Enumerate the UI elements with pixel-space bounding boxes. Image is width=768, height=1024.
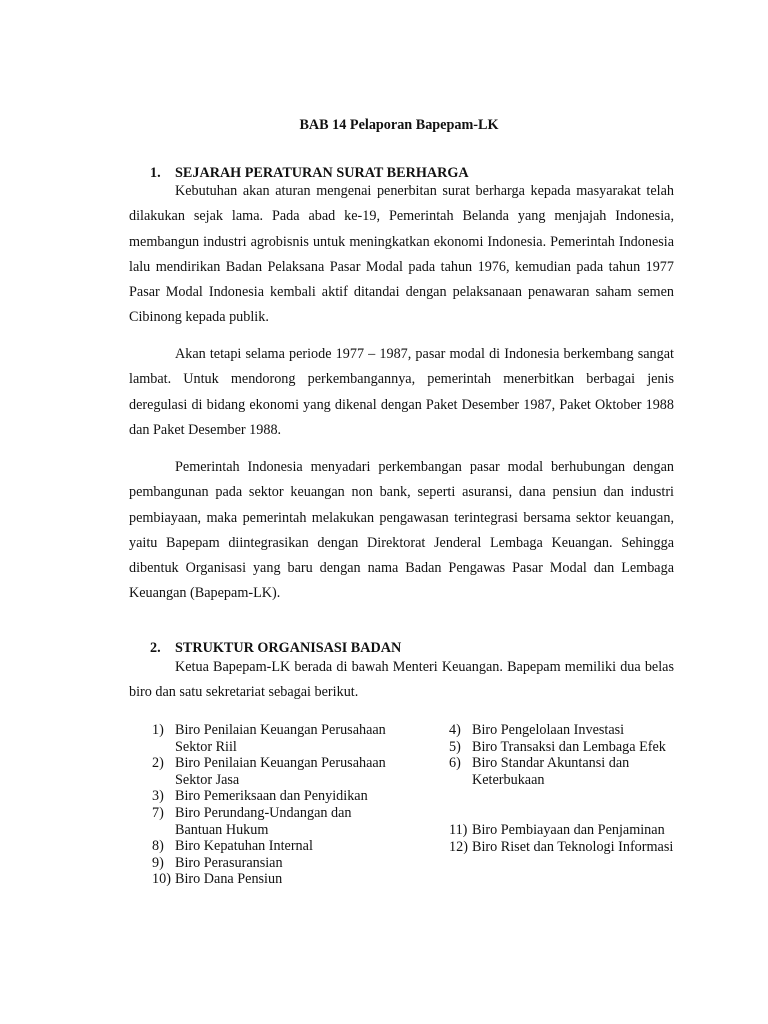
section-1-title: SEJARAH PERATURAN SURAT BERHARGA: [175, 165, 469, 181]
list-item-number: 5): [449, 738, 461, 755]
biro-list-right-bottom: [449, 822, 679, 855]
list-item: [152, 855, 392, 872]
list-item-text: Biro Pembiayaan dan Penjaminan: [472, 822, 665, 838]
section-1-body-2: [129, 342, 674, 443]
list-item-number: 3): [152, 788, 164, 805]
list-item-number: 2): [152, 755, 164, 772]
list-item: [152, 755, 392, 788]
list-item: [152, 871, 392, 888]
paragraph: Kebutuhan akan aturan mengenai penerbitan surat berharga kepada masyarakat telah dilakukan sejak lama. Pada abad ke-19, Pemerintah Belanda yang menjajah Indonesia, membangun industri agrobisnis untuk meningkatkan ekonomi Indonesia. Pemerintah Indonesia lalu mendirikan Badan Pelaksana Pasar Modal pada tahun 1976, kemudian pada tahun 1977 Pasar Modal Indonesia kembali aktif ditandai dengan pelaksanaan penawaran saham semen Cibinong kepada publik.: [129, 183, 674, 326]
list-item-text: Biro Penilaian Keuangan Perusahaan Sektor Riil: [175, 722, 386, 755]
list-item-text: Biro Pengelolaan Investasi: [472, 722, 625, 738]
paragraph: Ketua Bapepam-LK berada di bawah Menteri Keuangan. Bapepam memiliki dua belas biro dan satu sekretariat sebagai berikut.: [129, 659, 674, 701]
list-item-number: 11): [449, 822, 468, 838]
paragraph: Pemerintah Indonesia menyadari perkembangan pasar modal berhubungan dengan pembangunan pada sektor keuangan non bank, seperti asuransi, dana pensiun dan industri pembiayaan, maka pemerintah melakukan pengawasan terintegrasi bersama sektor keuangan, yaitu Bapepam diintegrasikan dengan Direktorat Jenderal Lembaga Keuangan. Sehingga dibentuk Organisasi yang baru dengan nama Badan Pengawas Pasar Modal dan Lembaga Keuangan (Bapepam-LK).: [129, 459, 674, 602]
list-item-number: 8): [152, 838, 164, 855]
section-1-body-3: [129, 455, 674, 607]
list-item-text: Biro Dana Pensiun: [175, 871, 283, 888]
list-item: [152, 805, 392, 838]
section-1-number: 1.: [150, 165, 161, 181]
list-item-text: Biro Perundang-Undangan dan Bantuan Hukum: [175, 804, 352, 838]
biro-list-right-top: [449, 722, 679, 788]
list-item-number: 1): [152, 722, 164, 738]
list-item: [449, 839, 679, 856]
list-item-text: Biro Standar Akuntansi dan Keterbukaan: [472, 755, 630, 788]
list-item-text: Biro Penilaian Keuangan Perusahaan Sektor Jasa: [175, 755, 386, 788]
list-item-text: Biro Kepatuhan Internal: [175, 838, 313, 855]
list-item-text: Biro Perasuransian: [175, 854, 283, 871]
biro-list-left: [152, 722, 392, 888]
section-1-body: [129, 179, 674, 331]
list-item: [449, 722, 679, 739]
list-item-number: 4): [449, 722, 461, 738]
list-item-text: Biro Transaksi dan Lembaga Efek: [472, 738, 666, 755]
list-item: [152, 838, 392, 855]
section-2-title: STRUKTUR ORGANISASI BADAN: [175, 640, 402, 656]
list-item-text: Biro Riset dan Teknologi Informasi: [472, 838, 674, 855]
section-2-body: [129, 655, 674, 706]
list-item-text: Biro Pemeriksaan dan Penyidikan: [175, 788, 368, 805]
list-item-number: 10): [152, 871, 171, 888]
list-item: [152, 788, 392, 805]
list-item: [449, 739, 679, 756]
list-item-number: 12): [449, 838, 468, 855]
list-item: [449, 755, 679, 788]
list-item: [449, 822, 679, 839]
section-2-number: 2.: [150, 640, 161, 656]
list-item-number: 7): [152, 804, 164, 821]
list-item-number: 6): [449, 755, 461, 772]
page-title: BAB 14 Pelaporan Bapepam-LK: [299, 117, 499, 133]
paragraph: Akan tetapi selama periode 1977 – 1987, pasar modal di Indonesia berkembang sangat lambat. Untuk mendorong perkembangannya, pemerintah menerbitkan berbagai jenis deregulasi di bidang ekonomi yang dikenal dengan Paket Desember 1987, Paket Oktober 1988 dan Paket Desember 1988.: [129, 346, 674, 438]
list-item-number: 9): [152, 854, 164, 871]
list-item: [152, 722, 392, 755]
